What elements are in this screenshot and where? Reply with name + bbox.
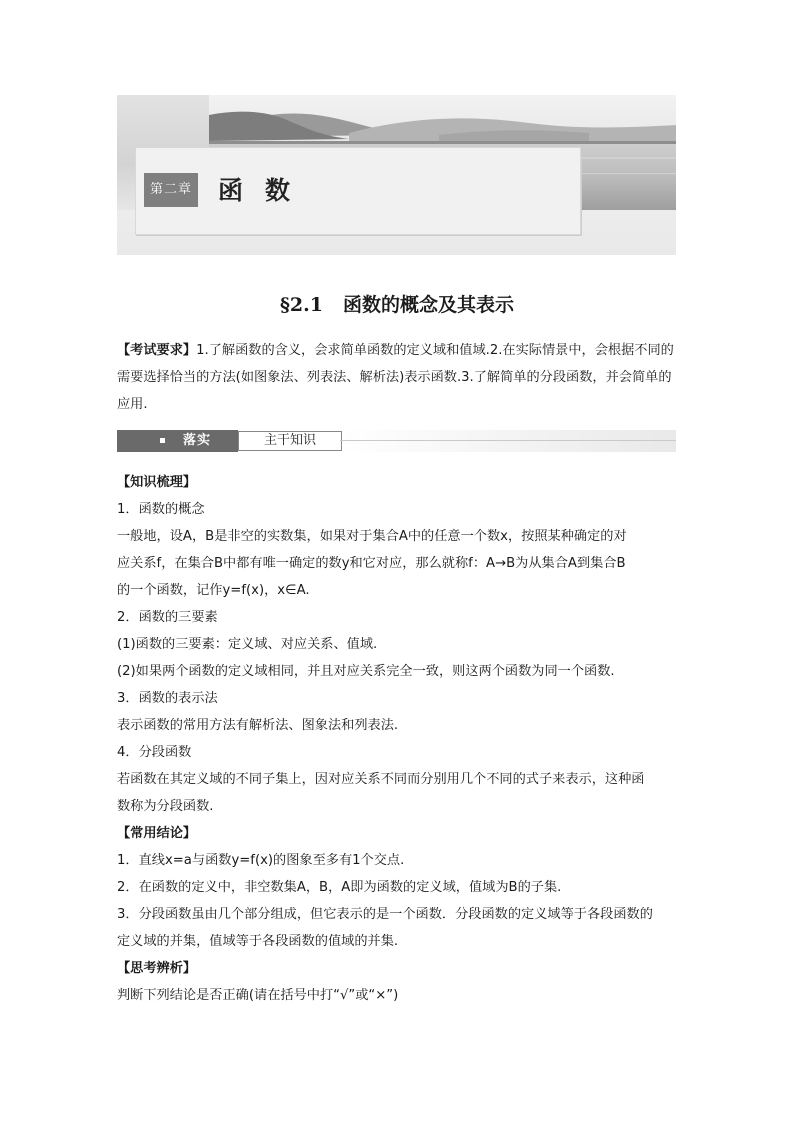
text-line: 表示函数的常用方法有解析法、图象法和列表法. <box>117 718 399 733</box>
exam-requirements <box>117 337 677 418</box>
text-line: 定义域的并集，值域等于各段函数的值域的并集. <box>117 934 399 949</box>
text-line: 应关系f，在集合B中都有唯一确定的数y和它对应，那么就称f：A→B为从集合A到集合B <box>117 556 626 571</box>
line-representation: 3．函数的表示法 <box>117 691 218 706</box>
text-line: 数称为分段函数. <box>117 799 214 814</box>
line-function-concept: 1．函数的概念 <box>117 502 205 517</box>
text-line: 的一个函数，记作y=f(x)，x∈A. <box>117 583 310 598</box>
text-line: 1．直线x=a与函数y=f(x)的图象至多有1个交点. <box>117 853 405 868</box>
section-title <box>0 290 794 317</box>
strip-divider <box>340 440 676 441</box>
chapter-title: 函数 <box>218 176 313 205</box>
section-title-text: 函数的概念及其表示 <box>342 294 514 316</box>
section-strip-heading <box>117 430 676 452</box>
line-piecewise: 4．分段函数 <box>117 745 192 760</box>
line-three-elements: 2．函数的三要素 <box>117 610 218 625</box>
text-line: 3．分段函数虽由几个部分组成，但它表示的是一个函数．分段函数的定义域等于各段函数的 <box>117 907 653 922</box>
exam-requirements-tag: 【考试要求】 <box>117 343 197 358</box>
chapter-number-tag: 第二章 <box>144 173 198 207</box>
chapter-banner <box>117 95 676 255</box>
text-line: (2)如果两个函数的定义域相同，并且对应关系完全一致，则这两个函数为同一个函数. <box>117 664 615 679</box>
text-line: (1)函数的三要素：定义域、对应关系、值域. <box>117 637 378 652</box>
text-line: 一般地，设A，B是非空的实数集，如果对于集合A中的任意一个数x，按照某种确定的对 <box>117 529 627 544</box>
knowledge-heading: 【知识梳理】 <box>117 475 197 490</box>
exam-requirements-text: 1.了解函数的含义，会求简单函数的定义域和值域.2.在实际情景中，会根据不同的需要选择恰当的方法(如图象法、列表法、解析法)表示函数.3.了解简单的分段函数，并会简单的应用. <box>117 343 674 412</box>
square-bullet-icon <box>160 438 165 443</box>
text-line: 判断下列结论是否正确(请在括号中打“√”或“×”) <box>117 988 399 1003</box>
text-line: 2．在函数的定义中，非空数集A，B，A即为函数的定义域，值域为B的子集. <box>117 880 562 895</box>
text-line: 若函数在其定义域的不同子集上，因对应关系不同而分别用几个不同的式子来表示，这种函 <box>117 772 645 787</box>
chapter-title-box <box>135 147 581 235</box>
strip-dark-block <box>117 430 238 452</box>
strip-label-left: 落实 <box>183 433 212 448</box>
conclusions-heading: 【常用结论】 <box>117 826 197 841</box>
strip-label-right: 主干知识 <box>238 431 342 451</box>
section-number: §2.1 <box>279 294 323 316</box>
reflection-heading: 【思考辨析】 <box>117 961 197 976</box>
